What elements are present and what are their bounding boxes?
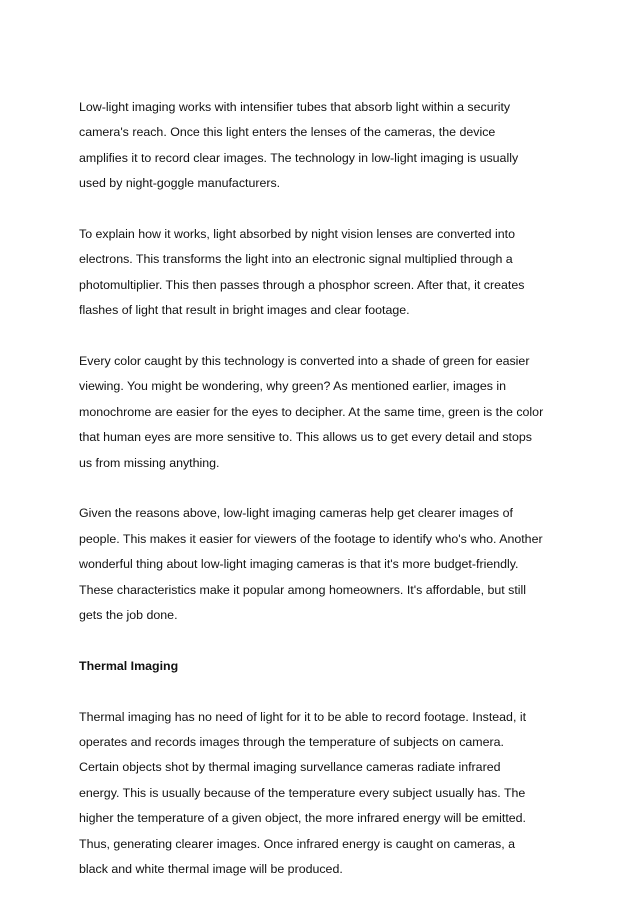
paragraph-line: electrons. This transforms the light into an electronic signal multiplied through a [79,252,513,267]
paragraph-line: monochrome are easier for the eyes to decipher. At the same time, green is the color [79,404,544,419]
paragraph-line: To explain how it works, light absorbed by night vision lenses are converted into [79,227,515,242]
paragraph-line: higher the temperature of a given object, the more infrared energy will be emitted. [79,811,526,826]
paragraph-line: us from missing anything. [79,455,220,470]
paragraph-line: energy. This is usually because of the temperature every subject usually has. The [79,785,526,800]
paragraph-line: black and white thermal image will be produced. [79,862,343,877]
paragraph-line: flashes of light that result in bright images and clear footage. [79,303,410,318]
paragraph-line: Thermal imaging has no need of light for it to be able to record footage. Instead, it [79,709,527,724]
paragraph-low-light-intro [79,95,554,197]
paragraph-line: photomultiplier. This then passes through a phosphor screen. After that, it creates [79,277,525,292]
paragraph-line: operates and records images through the temperature of subjects on camera. [79,735,504,750]
paragraph-benefits [79,501,554,628]
paragraph-line: gets the job done. [79,608,178,623]
paragraph-line: Low-light imaging works with intensifier tubes that absorb light within a security [79,100,511,114]
paragraph-line: Given the reasons above, low-light imaging cameras help get clearer images of [79,506,513,521]
paragraph-how-it-works [79,222,554,324]
section-heading-thermal-imaging: Thermal Imaging [79,658,179,673]
paragraph-green-color [79,349,554,476]
document-body [79,95,554,908]
paragraph-line: used by night-goggle manufacturers. [79,176,281,191]
paragraph-line: These characteristics make it popular among homeowners. It's affordable, but still [79,582,527,597]
paragraph-line: wonderful thing about low-light imaging cameras is that it's more budget-friendly. [79,557,519,572]
paragraph-line: that human eyes are more sensitive to. This allows us to get every detail and stops [79,430,532,445]
paragraph-line: people. This makes it easier for viewers of the footage to identify who's who. Another [79,531,543,546]
paragraph-line: camera's reach. Once this light enters the lenses of the cameras, the device [79,125,496,140]
paragraph-line: viewing. You might be wondering, why green? As mentioned earlier, images in [79,379,507,394]
paragraph-line: Thus, generating clearer images. Once infrared energy is caught on cameras, a [79,836,515,851]
paragraph-line: amplifies it to record clear images. The technology in low-light imaging is usually [79,150,519,165]
paragraph-line: Certain objects shot by thermal imaging survellance cameras radiate infrared [79,760,501,775]
paragraph-line: Every color caught by this technology is converted into a shade of green for easier [79,354,530,369]
paragraph-thermal-imaging [79,705,554,883]
